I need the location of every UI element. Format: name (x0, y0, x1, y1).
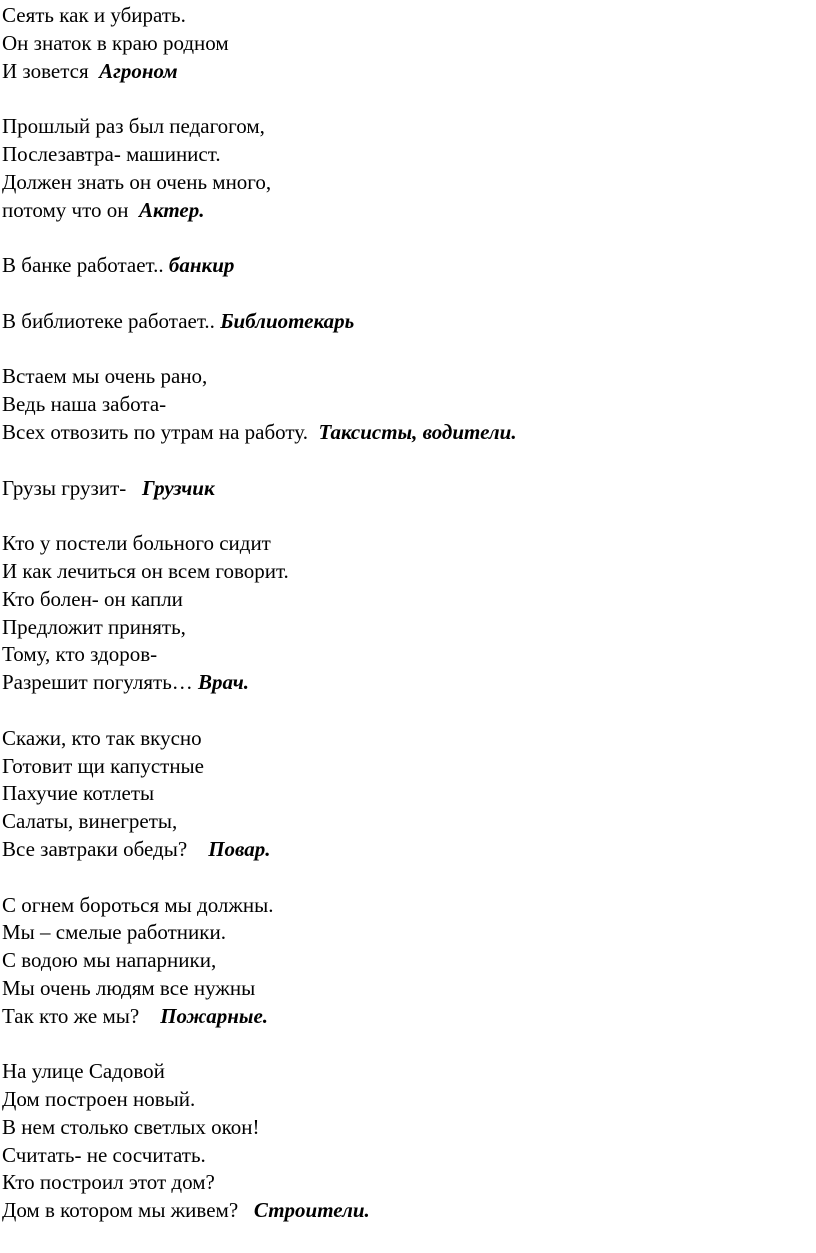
poem-line (2, 836, 816, 864)
poem-line (2, 614, 816, 642)
stanza (2, 252, 816, 280)
riddle-answer: Агроном (99, 58, 178, 83)
line-text: В библиотеке работает.. (2, 308, 215, 333)
poem-line (2, 780, 816, 808)
stanza (2, 725, 816, 864)
stanza (2, 475, 816, 503)
answer-spacer (139, 1004, 160, 1028)
stanza (2, 113, 816, 224)
line-text: Кто построил этот дом? (2, 1170, 215, 1195)
stanza (2, 530, 816, 697)
line-text: Пахучие котлеты (2, 781, 155, 806)
line-text: Предложит принять, (2, 614, 186, 639)
poem-line (2, 2, 816, 30)
riddle-answer: банкир (168, 253, 235, 278)
stanza (2, 1058, 816, 1225)
line-text: Кто болен- он капли (2, 586, 183, 611)
poem-body (2, 2, 816, 1225)
answer-spacer (308, 420, 319, 444)
poem-line (2, 808, 816, 836)
line-text: С водою мы напарники, (2, 948, 217, 973)
riddle-answer: Врач. (198, 670, 250, 695)
answer-spacer (187, 837, 208, 861)
stanza (2, 892, 816, 1031)
line-text: Мы – смелые работники. (2, 920, 226, 945)
poem-line (2, 975, 816, 1003)
stanza (2, 363, 816, 446)
line-text: Разрешит погулять… (2, 670, 193, 695)
riddle-answer: Строители. (253, 1198, 370, 1223)
poem-line (2, 1142, 816, 1170)
poem-line (2, 530, 816, 558)
poem-line (2, 1003, 816, 1031)
line-text: С огнем бороться мы должны. (2, 892, 274, 917)
line-text: Дом построен новый. (2, 1087, 196, 1112)
poem-line (2, 113, 816, 141)
answer-spacer (238, 1198, 254, 1222)
riddle-answer: Библиотекарь (220, 308, 355, 333)
poem-line (2, 947, 816, 975)
line-text: Ведь наша забота- (2, 392, 167, 417)
line-text: Кто у постели больного сидит (2, 531, 271, 556)
line-text: Должен знать он очень много, (2, 169, 272, 194)
answer-spacer (89, 59, 100, 83)
line-text: Скажи, кто так вкусно (2, 725, 202, 750)
poem-line (2, 1086, 816, 1114)
line-text: Сеять как и убирать. (2, 3, 186, 27)
stanza (2, 2, 816, 85)
poem-line (2, 1114, 816, 1142)
poem-line (2, 669, 816, 697)
poem-line (2, 308, 816, 336)
poem-line (2, 641, 816, 669)
poem-line (2, 419, 816, 447)
line-text: Готовит щи капустные (2, 753, 204, 778)
line-text: Считать- не сосчитать. (2, 1142, 206, 1167)
poem-line (2, 919, 816, 947)
line-text: потому что он (2, 197, 129, 222)
line-text: Послезавтра- машинист. (2, 141, 221, 166)
line-text: В банке работает.. (2, 253, 164, 278)
line-text: Дом в котором мы живем? (2, 1198, 239, 1223)
poem-line (2, 363, 816, 391)
answer-spacer (126, 476, 142, 500)
line-text: Встаем мы очень рано, (2, 364, 208, 389)
poem-line (2, 197, 816, 225)
poem-line (2, 141, 816, 169)
poem-line (2, 586, 816, 614)
line-text: В нем столько светлых окон! (2, 1114, 260, 1139)
line-text: Тому, кто здоров- (2, 642, 158, 667)
poem-line (2, 558, 816, 586)
line-text: Мы очень людям все нужны (2, 975, 256, 1000)
line-text: И как лечиться он всем говорит. (2, 558, 289, 583)
poem-line (2, 391, 816, 419)
riddle-answer: Таксисты, водители. (318, 419, 517, 444)
riddle-answer: Повар. (208, 836, 271, 861)
line-text: Все завтраки обеды? (2, 836, 188, 861)
line-text: На улице Садовой (2, 1059, 165, 1084)
line-text: Он знаток в краю родном (2, 30, 229, 55)
poem-line (2, 1169, 816, 1197)
riddle-answer: Пожарные. (160, 1003, 269, 1028)
line-text: Так кто же мы? (2, 1003, 140, 1028)
line-text: Прошлый раз был педагогом, (2, 114, 265, 139)
riddle-answer: Актер. (138, 197, 205, 222)
poem-line (2, 58, 816, 86)
poem-line (2, 475, 816, 503)
line-text: Всех отвозить по утрам на работу. (2, 419, 308, 444)
poem-line (2, 1058, 816, 1086)
riddle-answer: Грузчик (142, 475, 215, 500)
poem-line (2, 753, 816, 781)
poem-line (2, 252, 816, 280)
poem-line (2, 169, 816, 197)
poem-line (2, 30, 816, 58)
poem-line (2, 892, 816, 920)
line-text: И зовется (2, 58, 89, 83)
poem-line (2, 725, 816, 753)
stanza (2, 308, 816, 336)
poem-line (2, 1197, 816, 1225)
line-text: Грузы грузит- (2, 475, 127, 500)
answer-spacer (128, 198, 139, 222)
line-text: Салаты, винегреты, (2, 809, 178, 834)
